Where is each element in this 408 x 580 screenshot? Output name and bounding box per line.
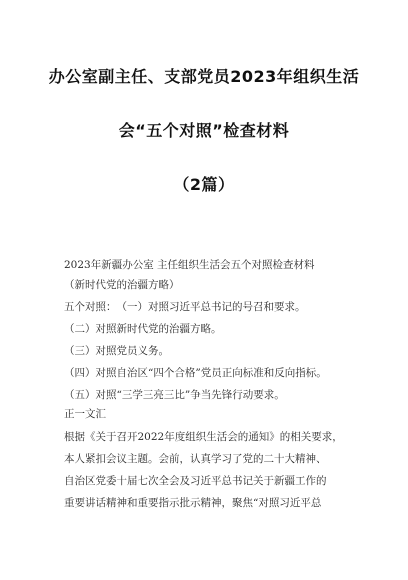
body-line-item-5: （五）对照“三学三亮三比”争当先锋行动要求。 bbox=[64, 389, 285, 401]
body-line-subheading: （新时代党的治疆方略） bbox=[64, 279, 180, 291]
document-title-line-2: 会“五个对照”检查材料 bbox=[118, 121, 290, 140]
body-paragraph-line-4: 重要讲话精神和重要指示批示精神，聚焦“对照习近平总 bbox=[64, 497, 322, 509]
body-paragraph-line-3: 自治区党委十届七次全会及习近平总书记关于新疆工作的 bbox=[64, 475, 327, 487]
body-line-item-1: 五个对照： （一）对照习近平总书记的号召和要求。 bbox=[64, 301, 306, 313]
body-line-item-3: （三）对照党员义务。 bbox=[64, 345, 169, 357]
body-line-item-2: （二）对照新时代党的治疆方略。 bbox=[64, 323, 222, 335]
body-line-section-heading: 正一文汇 bbox=[64, 408, 106, 420]
body-line-item-4: （四）对照自治区“四个合格”党员正向标准和反向指标。 bbox=[64, 367, 327, 379]
body-line-heading: 2023年新疆办公室 主任组织生活会五个对照检查材料 bbox=[64, 259, 315, 271]
document-title-line-1: 办公室副主任、支部党员2023年组织生活 bbox=[48, 67, 360, 86]
document-title-count: （2篇） bbox=[173, 175, 235, 194]
body-paragraph-line-1: 根据《关于召开2022年度组织生活会的通知》的相关要求， bbox=[64, 431, 343, 443]
body-paragraph-line-2: 本人紧扣会议主题。会前，认真学习了党的二十大精神、 bbox=[64, 453, 327, 465]
